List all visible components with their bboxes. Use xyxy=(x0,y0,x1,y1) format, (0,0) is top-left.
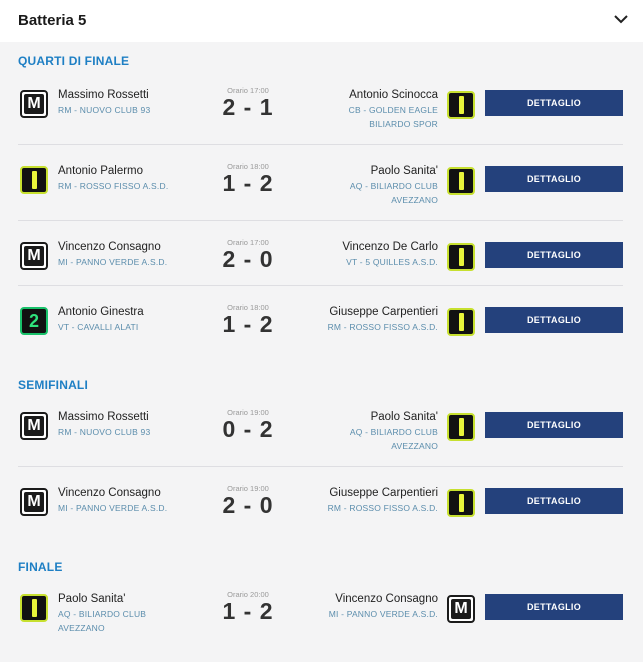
match-time: Orario 18:00 xyxy=(227,303,269,312)
away-player-club: AQ - BILIARDO CLUB xyxy=(349,181,438,191)
player-category-icon xyxy=(20,594,48,622)
away-player-club: AQ - BILIARDO CLUB xyxy=(349,427,438,437)
away-player-name: Paolo Sanita' xyxy=(370,411,438,423)
match-score: 2 - 0 xyxy=(222,246,274,272)
home-player-name: Vincenzo Consagno xyxy=(58,241,161,253)
home-player-club: MI - PANNO VERDE A.S.D. xyxy=(58,503,168,513)
match-score: 1 - 2 xyxy=(222,598,274,624)
home-player-club: RM - ROSSO FISSO A.S.D. xyxy=(58,181,169,191)
match-time: Orario 19:00 xyxy=(227,484,269,493)
row-divider xyxy=(18,144,623,145)
details-button[interactable]: DETTAGLIO xyxy=(485,488,623,514)
category-m-icon: M xyxy=(24,94,44,114)
category-m-icon: M xyxy=(24,492,44,512)
details-button[interactable]: DETTAGLIO xyxy=(485,242,623,268)
category-i-icon xyxy=(32,599,37,617)
away-player-club: AVEZZANO xyxy=(391,441,438,451)
player-category-icon xyxy=(447,489,475,517)
away-player-name: Vincenzo Consagno xyxy=(335,593,438,605)
category-i-icon xyxy=(459,248,464,266)
home-player-name: Massimo Rossetti xyxy=(58,89,149,101)
details-button[interactable]: DETTAGLIO xyxy=(485,412,623,438)
match-score: 0 - 2 xyxy=(222,416,274,442)
away-player-name: Antonio Scinocca xyxy=(349,89,438,101)
player-category-icon xyxy=(447,308,475,336)
home-player-club: MI - PANNO VERDE A.S.D. xyxy=(58,257,168,267)
category-m-icon: M xyxy=(24,246,44,266)
details-button[interactable]: DETTAGLIO xyxy=(485,90,623,116)
player-category-icon xyxy=(20,488,48,516)
match-score: 2 - 1 xyxy=(222,94,274,120)
category-i-icon xyxy=(32,171,37,189)
player-category-icon xyxy=(447,243,475,271)
category-i-icon xyxy=(459,172,464,190)
home-player-club: RM - NUOVO CLUB 93 xyxy=(58,105,151,115)
chevron-down-icon[interactable] xyxy=(613,13,629,25)
away-player-club: BILIARDO SPOR xyxy=(369,119,438,129)
home-player-name: Antonio Palermo xyxy=(58,165,144,177)
away-player-name: Giuseppe Carpentieri xyxy=(329,487,438,499)
home-player-club: AVEZZANO xyxy=(58,623,105,633)
row-divider xyxy=(18,285,623,286)
player-category-icon xyxy=(447,595,475,623)
home-player-club: AQ - BILIARDO CLUB xyxy=(58,609,147,619)
player-category-icon xyxy=(20,412,48,440)
match-time: Orario 17:00 xyxy=(227,86,269,95)
group-header[interactable] xyxy=(0,0,643,42)
match-score: 2 - 0 xyxy=(222,492,274,518)
category-i-icon xyxy=(459,494,464,512)
away-player-name: Vincenzo De Carlo xyxy=(342,241,438,253)
away-player-club: VT - 5 QUILLES A.S.D. xyxy=(346,257,438,267)
row-divider xyxy=(18,466,623,467)
home-player-club: VT - CAVALLI ALATI xyxy=(58,322,139,332)
category-i-icon xyxy=(459,96,464,114)
home-player-name: Antonio Ginestra xyxy=(58,306,144,318)
match-score: 1 - 2 xyxy=(222,311,274,337)
group-title: Batteria 5 xyxy=(18,12,87,29)
category-i-icon xyxy=(459,418,464,436)
match-time: Orario 18:00 xyxy=(227,162,269,171)
details-button[interactable]: DETTAGLIO xyxy=(485,307,623,333)
away-player-club: AVEZZANO xyxy=(391,195,438,205)
player-category-icon xyxy=(20,242,48,270)
match-time: Orario 19:00 xyxy=(227,408,269,417)
away-player-club: RM - ROSSO FISSO A.S.D. xyxy=(327,322,438,332)
match-score: 1 - 2 xyxy=(222,170,274,196)
bracket-panel xyxy=(0,42,643,662)
home-player-name: Paolo Sanita' xyxy=(58,593,126,605)
category-m-icon: M xyxy=(24,416,44,436)
home-player-club: RM - NUOVO CLUB 93 xyxy=(58,427,151,437)
player-category-icon xyxy=(447,413,475,441)
away-player-club: CB - GOLDEN EAGLE xyxy=(348,105,438,115)
details-button[interactable]: DETTAGLIO xyxy=(485,166,623,192)
player-category-icon xyxy=(447,167,475,195)
match-time: Orario 17:00 xyxy=(227,238,269,247)
home-player-name: Massimo Rossetti xyxy=(58,411,149,423)
away-player-name: Paolo Sanita' xyxy=(370,165,438,177)
away-player-club: MI - PANNO VERDE A.S.D. xyxy=(328,609,438,619)
category-m-icon: M xyxy=(451,599,471,619)
away-player-name: Giuseppe Carpentieri xyxy=(329,306,438,318)
player-category-icon: 2 xyxy=(20,307,48,335)
section-title: QUARTI DI FINALE xyxy=(18,54,130,68)
row-divider xyxy=(18,220,623,221)
section-title: SEMIFINALI xyxy=(18,378,88,392)
player-category-icon xyxy=(447,91,475,119)
player-category-icon xyxy=(20,90,48,118)
section-title: FINALE xyxy=(18,560,63,574)
category-i-icon xyxy=(459,313,464,331)
match-time: Orario 20:00 xyxy=(227,590,269,599)
details-button[interactable]: DETTAGLIO xyxy=(485,594,623,620)
away-player-club: RM - ROSSO FISSO A.S.D. xyxy=(327,503,438,513)
player-category-icon xyxy=(20,166,48,194)
home-player-name: Vincenzo Consagno xyxy=(58,487,161,499)
